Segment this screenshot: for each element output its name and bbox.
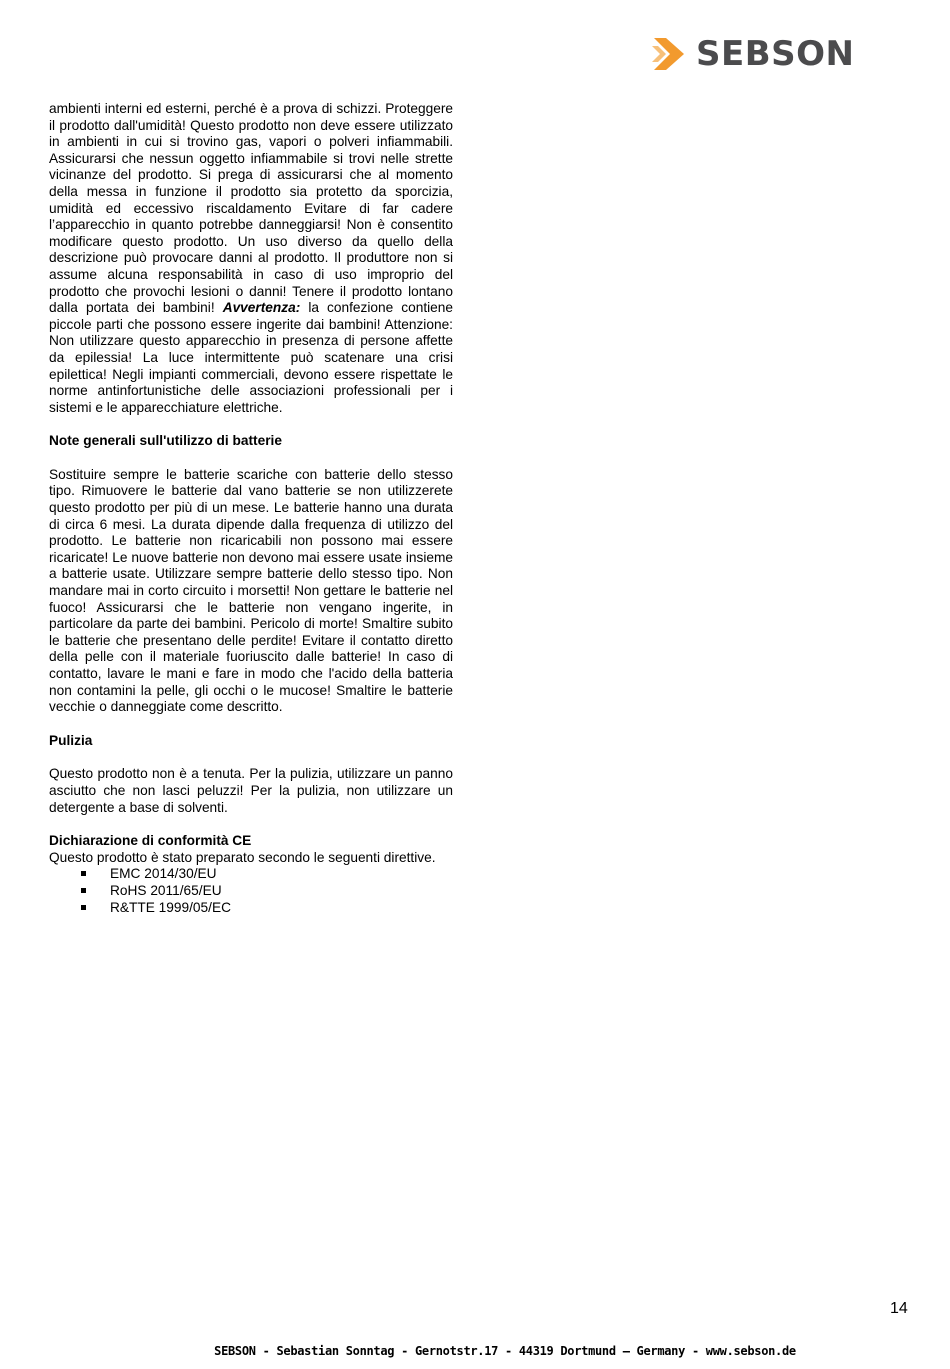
safety-paragraph xyxy=(49,101,453,416)
batteries-paragraph: Sostituire sempre le batterie scariche con batterie dello stesso tipo. Rimuovere le batterie dal vano batterie se non utilizzerete questo prodotto per più di un mese. Le batterie hanno una durata di circa 6 mesi. La durata dipende dalla frequenza di utilizzo del prodotto. Le batterie non ricaricabili non possono mai essere ricaricate! Le nuove batterie non devono mai essere usate insieme a batterie usate. Utilizzare sempre batterie dello stesso tipo. Non mandare mai in corto circuito i morsetti! Non gettare le batterie nel fuoco! Assicurarsi che le batterie non vengano ingerite, in particolare da parte dei bambini. Pericolo di morte! Smaltire subito le batterie che presentano delle perdite! Evitare il contatto diretto della pelle con il materiale fuoriuscito dalle batterie! In caso di contatto, lavare le mani e fare in modo che l'acido della batteria non contamini la pelle, gli occhi o le mucose! Smaltire le batterie vecchie o danneggiate come descritto. xyxy=(49,466,453,715)
document-body xyxy=(49,101,453,916)
batteries-heading: Note generali sull'utilizzo di batterie xyxy=(49,433,282,449)
cleaning-paragraph: Questo prodotto non è a tenuta. Per la pulizia, utilizzare un panno asciutto che non lasci peluzzi! Per la pulizia, non utilizzare un detergente a base di solventi. xyxy=(49,766,453,815)
directive-emc: EMC 2014/30/EU xyxy=(110,866,217,882)
sebson-arrow-icon xyxy=(650,36,688,72)
logo-text: SEBSON xyxy=(696,34,855,74)
list-item xyxy=(49,883,453,900)
bullet-icon xyxy=(81,871,86,876)
directives-list xyxy=(49,866,453,916)
list-item xyxy=(49,900,453,917)
directive-rtte: R&TTE 1999/05/EC xyxy=(110,899,231,915)
cleaning-heading: Pulizia xyxy=(49,732,93,748)
page-number: 14 xyxy=(890,1300,908,1317)
footer-address: SEBSON - Sebastian Sonntag - Gernotstr.17 - 44319 Dortmund – Germany - www.sebson.de xyxy=(214,1344,796,1358)
list-item xyxy=(49,866,453,883)
directive-rohs: RoHS 2011/65/EU xyxy=(110,882,222,898)
bullet-icon xyxy=(81,905,86,910)
sebson-logo xyxy=(650,34,854,74)
warning-label: Avvertenza: xyxy=(222,300,301,316)
ce-heading: Dichiarazione di conformità CE xyxy=(49,833,252,849)
intro-text: ambienti interni ed esterni, perché è a prova di schizzi. Proteggere il prodotto dall'umidità! Questo prodotto non deve essere utilizzato in ambienti in cui si trovino gas, vapori o polveri infiammabili. Assicurarsi che nessun oggetto infiammabile si trovi nelle strette vicinanze del prodotto. Si prega di assicurarsi che al momento della messa in funzione il prodotto sia protetto da sporcizia, umidità ed eccessivo riscaldamento Evitare di far cadere l’apparecchio in quanto potrebbe danneggiarsi! Non è consentito modificare questo prodotto. Un uso diverso da quello della descrizione può provocare danni al prodotto. Il produttore non si assume alcuna responsabilità in caso di uso improprio del prodotto che provochi lesioni o danni! Tenere il prodotto lontano dalla portata dei bambini! xyxy=(49,101,453,316)
ce-intro: Questo prodotto è stato preparato secondo le seguenti direttive. xyxy=(49,849,436,865)
bullet-icon xyxy=(81,888,86,893)
warning-text: la confezione contiene piccole parti che possono essere ingerite dai bambini! Attenzione: Non utilizzare questo apparecchio in presenza di persone affette da epilessia! La luce intermittente può scatenare una crisi epilettica! Negli impianti commerciali, devono essere rispettate le norme antinfortunistiche delle associazioni professionali per i sistemi e le apparecchiature elettriche. xyxy=(49,300,454,415)
